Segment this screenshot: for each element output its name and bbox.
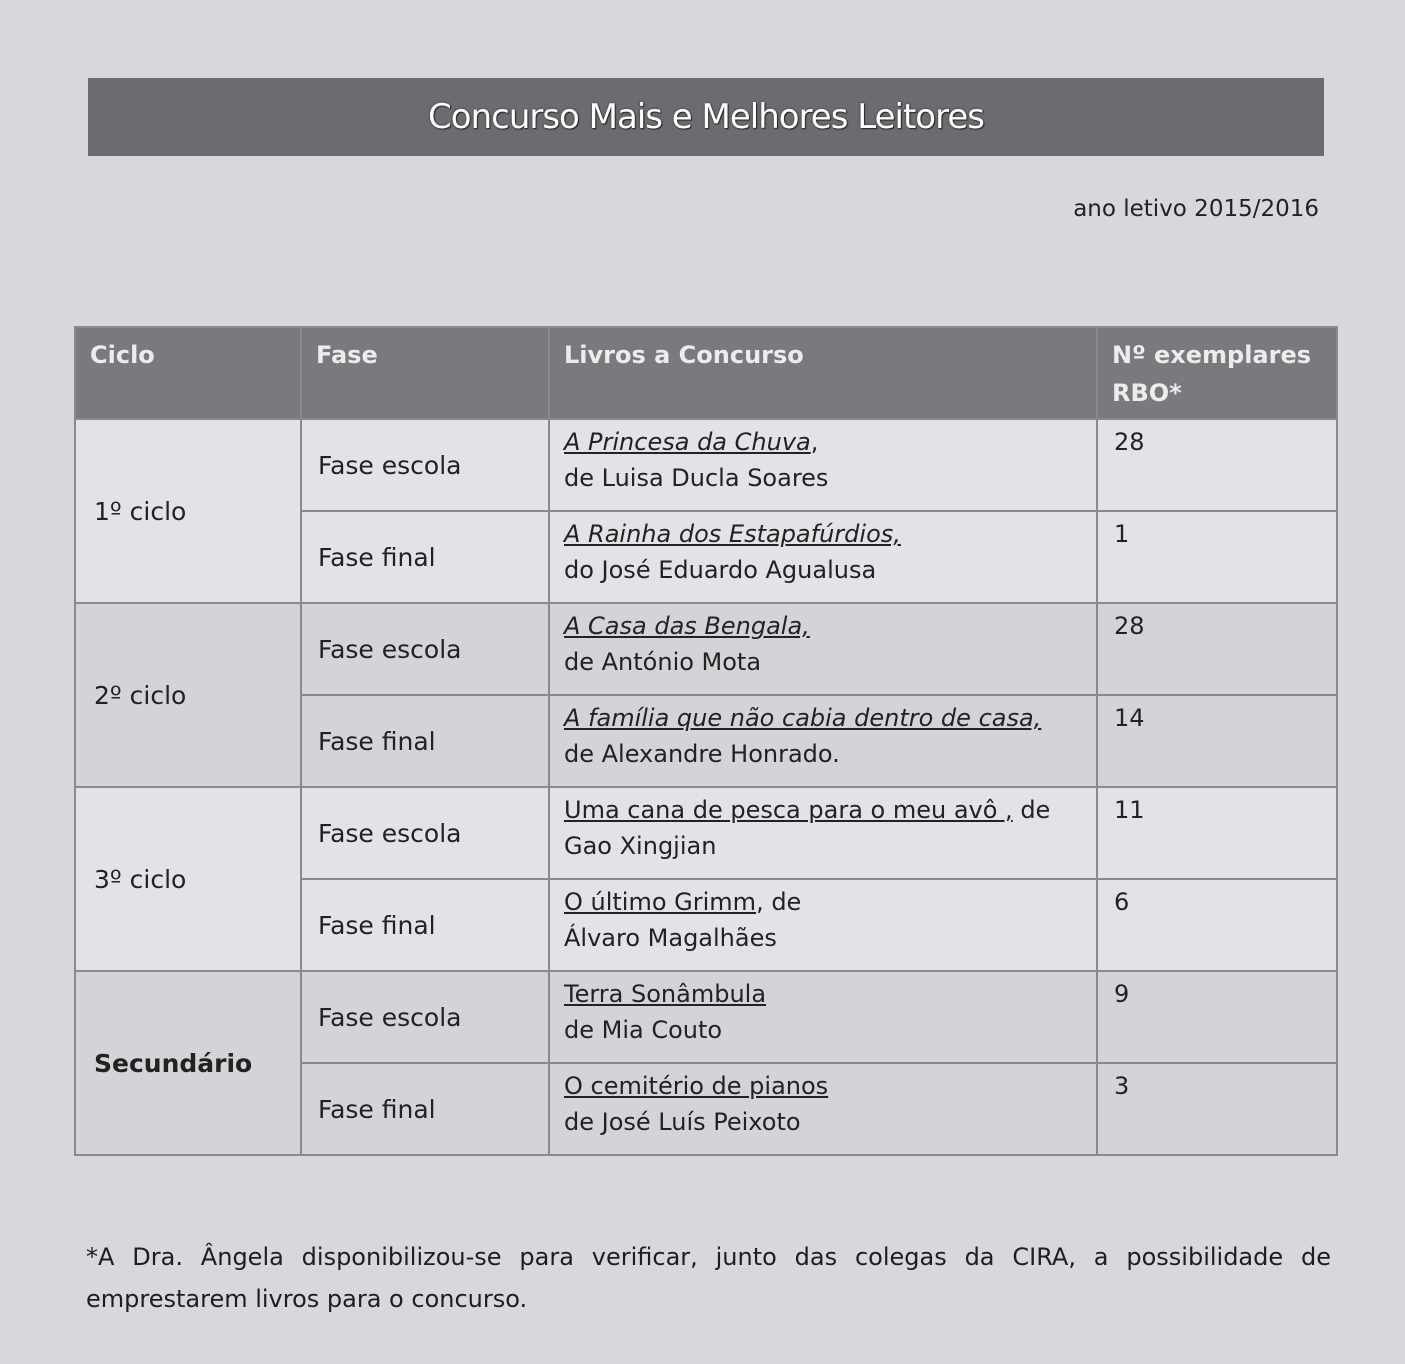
book-author: de José Luís Peixoto <box>564 1108 801 1136</box>
book-title: O último Grimm <box>564 888 757 916</box>
fase-cell: Fase final <box>301 511 549 603</box>
book-title: O cemitério de pianos <box>564 1072 829 1100</box>
book-title: Terra Sonâmbula <box>564 980 767 1008</box>
fase-cell: Fase escola <box>301 603 549 695</box>
book-cell <box>549 419 1097 511</box>
page-title: Concurso Mais e Melhores Leitores <box>428 97 984 137</box>
header-ciclo: Ciclo <box>75 327 301 419</box>
fase-cell: Fase final <box>301 1063 549 1155</box>
book-cell <box>549 879 1097 971</box>
table-row <box>75 603 1337 695</box>
table-header-row <box>75 327 1337 419</box>
book-author: do José Eduardo Agualusa <box>564 556 877 584</box>
copies-count: 14 <box>1097 695 1337 787</box>
book-title-suffix: , <box>810 428 819 456</box>
book-title: Uma cana de pesca para o meu avô , <box>564 796 1013 824</box>
book-title-suffix: , de <box>756 888 802 916</box>
copies-count: 9 <box>1097 971 1337 1063</box>
book-cell <box>549 971 1097 1063</box>
ciclo-cell: 3º ciclo <box>75 787 301 971</box>
school-year: ano letivo 2015/2016 <box>1073 196 1319 222</box>
fase-cell: Fase escola <box>301 419 549 511</box>
table-row <box>75 419 1337 511</box>
table-row <box>75 787 1337 879</box>
book-title: A Casa das Bengala, <box>564 612 810 640</box>
contest-table <box>74 326 1338 1156</box>
copies-count: 28 <box>1097 603 1337 695</box>
book-author: Gao Xingjian <box>564 832 717 860</box>
header-fase: Fase <box>301 327 549 419</box>
title-banner <box>88 78 1324 156</box>
book-author: de Luisa Ducla Soares <box>564 464 829 492</box>
book-cell <box>549 695 1097 787</box>
book-title-suffix: de <box>1012 796 1051 824</box>
header-exemplares: Nº exemplares RBO* <box>1097 327 1337 419</box>
book-cell <box>549 603 1097 695</box>
copies-count: 6 <box>1097 879 1337 971</box>
ciclo-cell: 2º ciclo <box>75 603 301 787</box>
ciclo-cell: Secundário <box>75 971 301 1155</box>
footnote: *A Dra. Ângela disponibilizou-se para verificar, junto das colegas da CIRA, a possibilidade de emprestarem livros para o concurso. <box>86 1243 1331 1313</box>
copies-count: 28 <box>1097 419 1337 511</box>
book-title: A família que não cabia dentro de casa, <box>564 704 1042 732</box>
fase-cell: Fase final <box>301 879 549 971</box>
copies-count: 1 <box>1097 511 1337 603</box>
book-cell <box>549 787 1097 879</box>
copies-count: 3 <box>1097 1063 1337 1155</box>
book-author: de António Mota <box>564 648 762 676</box>
fase-cell: Fase escola <box>301 787 549 879</box>
book-cell <box>549 1063 1097 1155</box>
book-title: A Princesa da Chuva <box>564 428 811 456</box>
fase-cell: Fase final <box>301 695 549 787</box>
table-row <box>75 971 1337 1063</box>
book-author: de Mia Couto <box>564 1016 723 1044</box>
book-title: A Rainha dos Estapafúrdios, <box>564 520 901 548</box>
ciclo-cell: 1º ciclo <box>75 419 301 603</box>
book-author: de Alexandre Honrado. <box>564 740 840 768</box>
fase-cell: Fase escola <box>301 971 549 1063</box>
copies-count: 11 <box>1097 787 1337 879</box>
book-cell <box>549 511 1097 603</box>
book-author: Álvaro Magalhães <box>564 924 777 952</box>
header-livros: Livros a Concurso <box>549 327 1097 419</box>
